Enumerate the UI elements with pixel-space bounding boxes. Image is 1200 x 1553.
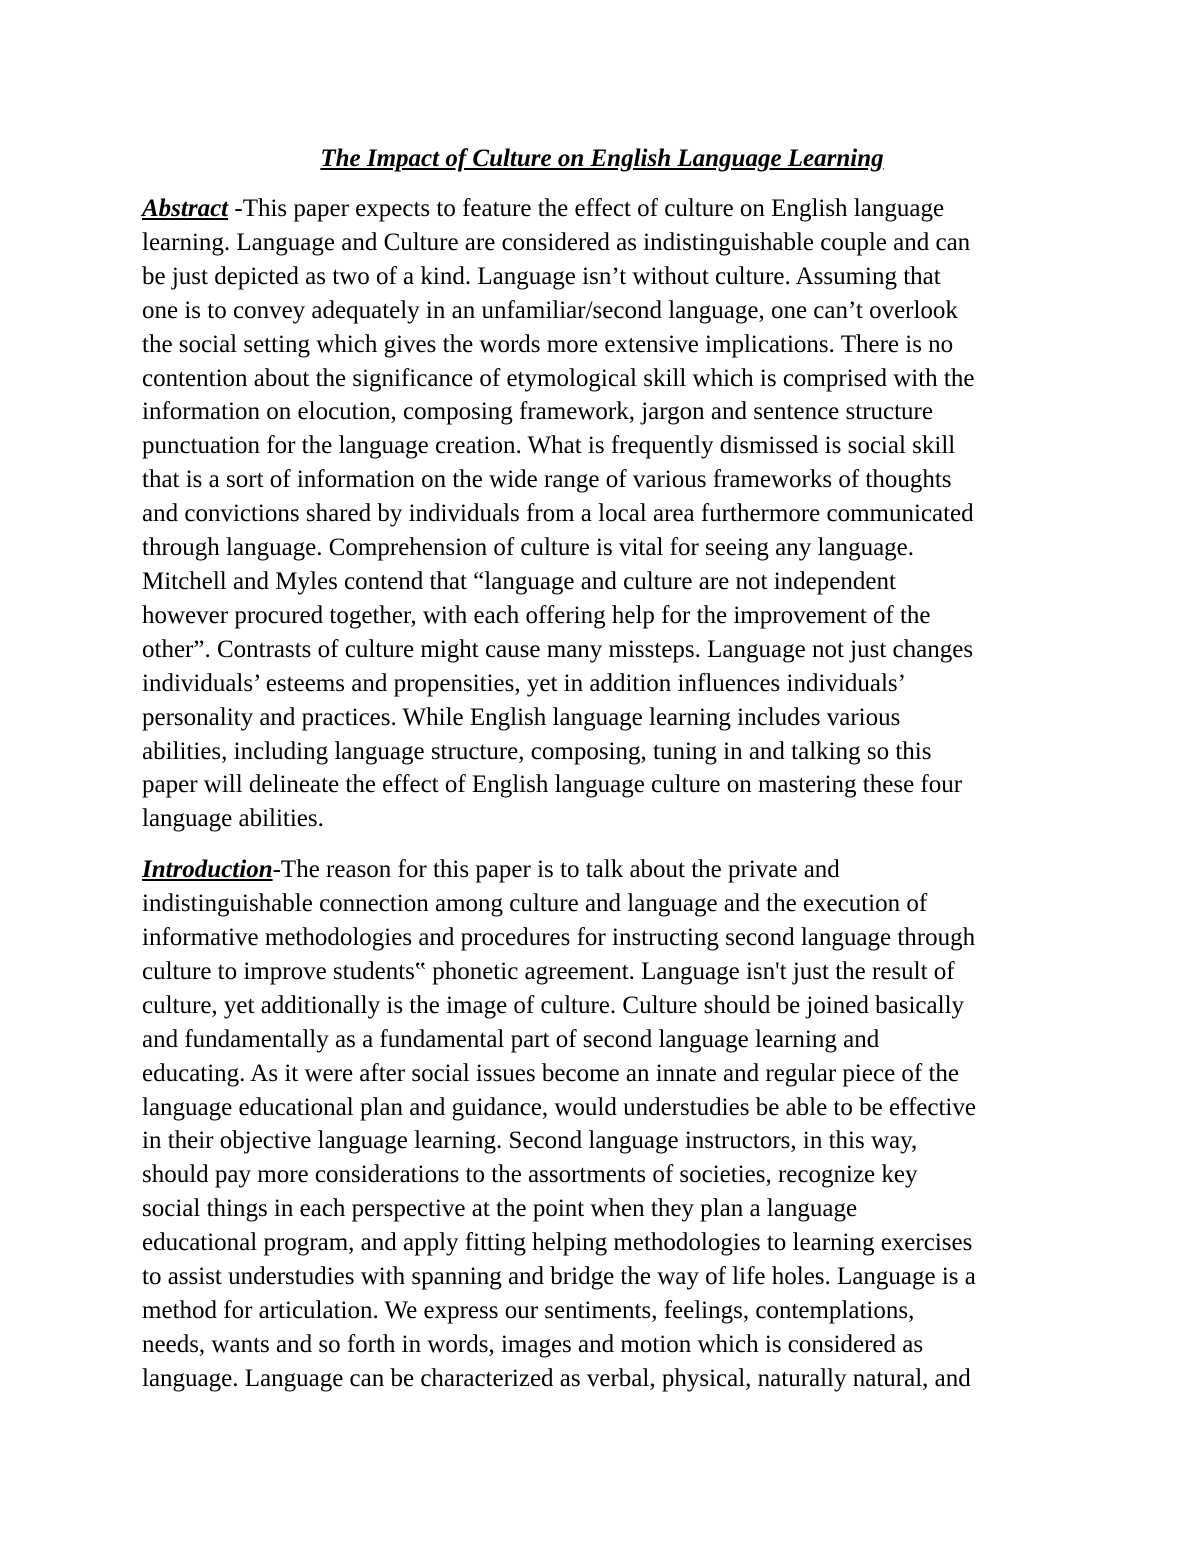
abstract-line: the social setting which gives the words more extensive implications. There is no	[142, 330, 954, 358]
introduction-line: social things in each perspective at the point when they plan a language	[142, 1195, 858, 1223]
abstract-first-line	[142, 192, 1062, 226]
abstract-line: information on elocution, composing framework, jargon and sentence structure	[142, 398, 933, 426]
introduction-line: language. Language can be characterized as verbal, physical, naturally natural, and	[142, 1364, 971, 1392]
introduction-line: indistinguishable connection among culture and language and the execution of	[142, 890, 928, 918]
introduction-line: informative methodologies and procedures for instructing second language through	[142, 924, 976, 952]
abstract-line: and convictions shared by individuals from a local area furthermore communicated	[142, 500, 974, 528]
abstract-line: language abilities.	[142, 805, 324, 833]
introduction-line: in their objective language learning. Second language instructors, in this way,	[142, 1127, 918, 1155]
introduction-line: should pay more considerations to the assortments of societies, recognize key	[142, 1161, 918, 1189]
introduction-line: educational program, and apply fitting helping methodologies to learning exercises	[142, 1229, 973, 1257]
abstract-line: through language. Comprehension of culture is vital for seeing any language.	[142, 534, 915, 562]
abstract-line: learning. Language and Culture are considered as indistinguishable couple and can	[142, 228, 971, 256]
abstract-paragraph	[142, 192, 1062, 836]
introduction-line: culture to improve students‟ phonetic agreement. Language isn't just the result of	[142, 957, 955, 985]
abstract-line: be just depicted as two of a kind. Language isn’t without culture. Assuming that	[142, 262, 941, 290]
introduction-line: and fundamentally as a fundamental part of second language learning and	[142, 1025, 880, 1053]
abstract-line: Mitchell and Myles contend that “language and culture are not independent	[142, 567, 896, 595]
introduction-line: method for articulation. We express our sentiments, feelings, contemplations,	[142, 1297, 915, 1324]
abstract-lead-text: -This paper expects to feature the effect of culture on English language	[228, 195, 945, 222]
abstract-line: that is a sort of information on the wide range of various frameworks of thoughts	[142, 466, 952, 494]
introduction-line: culture, yet additionally is the image of culture. Culture should be joined basically	[142, 991, 965, 1019]
abstract-line: contention about the significance of etymological skill which is comprised with the	[142, 364, 975, 392]
introduction-heading: Introduction	[142, 856, 273, 884]
introduction-line: needs, wants and so forth in words, images and motion which is considered as	[142, 1330, 924, 1358]
introduction-line: to assist understudies with spanning and bridge the way of life holes. Language is a	[142, 1263, 976, 1291]
abstract-line: individuals’ esteems and propensities, yet in addition influences individuals’	[142, 669, 906, 697]
abstract-line: one is to convey adequately in an unfamiliar/second language, one can’t overlook	[142, 296, 958, 324]
introduction-first-line	[142, 853, 1062, 887]
introduction-lead-text: -The reason for this paper is to talk about the private and	[272, 856, 840, 884]
abstract-line: paper will delineate the effect of English language culture on mastering these four	[142, 771, 963, 799]
abstract-line: other”. Contrasts of culture might cause many missteps. Language not just changes	[142, 635, 974, 663]
abstract-heading: Abstract	[142, 195, 229, 222]
abstract-line: abilities, including language structure, composing, tuning in and talking so this	[142, 737, 932, 765]
page-title: The Impact of Culture on English Language Learning	[320, 145, 884, 172]
introduction-paragraph	[142, 853, 1062, 1396]
introduction-line: educating. As it were after social issues become an innate and regular piece of the	[142, 1059, 960, 1087]
abstract-line: punctuation for the language creation. What is frequently dismissed is social skill	[142, 432, 956, 460]
introduction-line: language educational plan and guidance, would understudies be able to be effective	[142, 1093, 976, 1121]
abstract-line: personality and practices. While English language learning includes various	[142, 703, 901, 731]
abstract-line: however procured together, with each offering help for the improvement of the	[142, 601, 931, 629]
document-body	[142, 142, 1062, 1413]
